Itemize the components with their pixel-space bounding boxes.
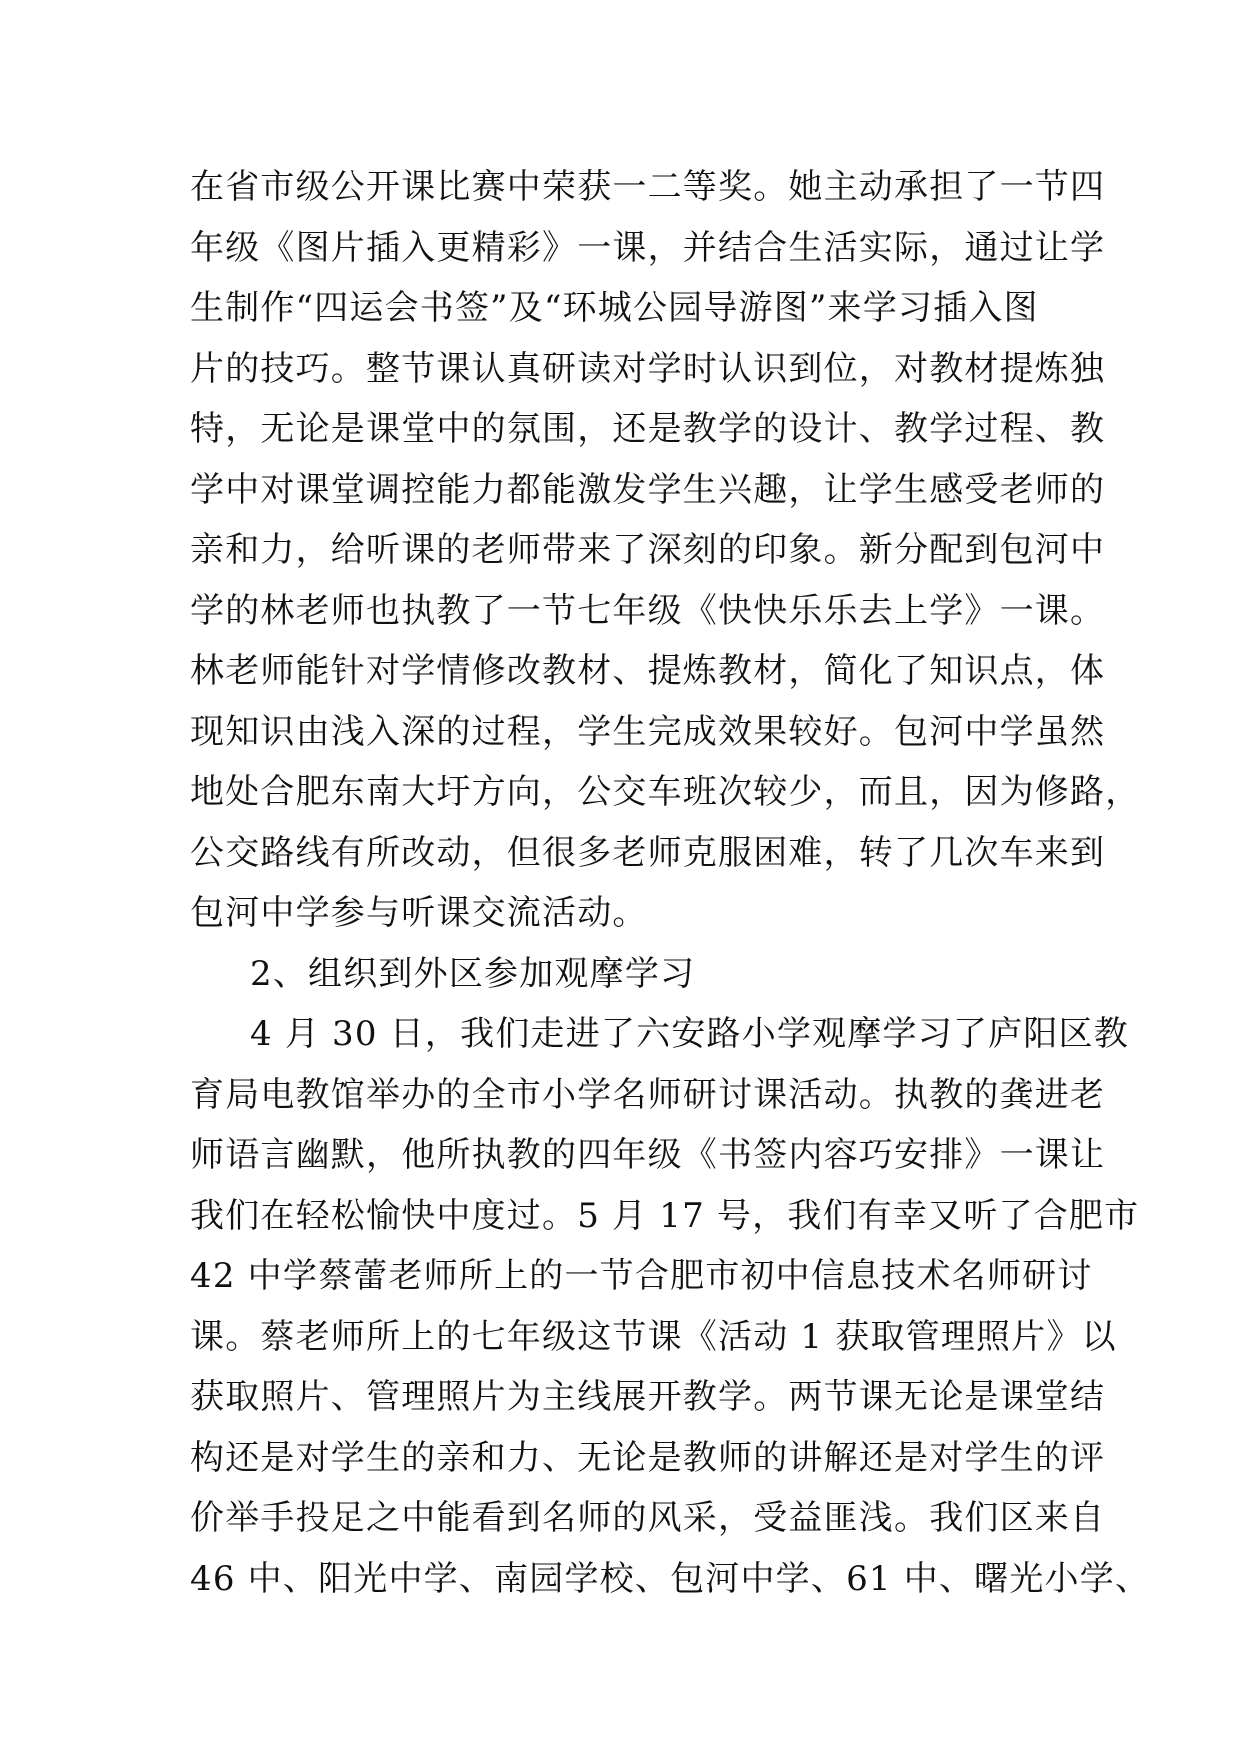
text-line: 在省市级公开课比赛中荣获一二等奖。她主动承担了一节四: [190, 167, 1106, 207]
text-line: 价举手投足之中能看到名师的风采，受益匪浅。我们区来自: [190, 1498, 1106, 1538]
text-line: 构还是对学生的亲和力、无论是教师的讲解还是对学生的评: [190, 1437, 1106, 1478]
text-line: 亲和力，给听课的老师带来了深刻的印象。新分配到包河中: [190, 530, 1106, 570]
text-line: 46 中、阳光中学、南园学校、包河中学、61 中、曙光小学、: [190, 1558, 1151, 1599]
text-line: 包河中学参与听课交流活动。: [190, 893, 648, 933]
text-line: 学的林老师也执教了一节七年级《快快乐乐去上学》一课。: [190, 590, 1106, 631]
text-line: 现知识由浅入深的过程，学生完成效果较好。包河中学虽然: [190, 711, 1106, 752]
text-line: 年级《图片插入更精彩》一课，并结合生活实际，通过让学: [190, 227, 1106, 268]
text-line: 课。蔡老师所上的七年级这节课《活动 1 获取管理照片》以: [190, 1316, 1117, 1357]
text-line: 生制作“四运会书签”及“环城公园导游图”来学习插入图: [190, 288, 1039, 328]
text-line: 我们在轻松愉快中度过。5 月 17 号，我们有幸又听了合肥市: [190, 1195, 1140, 1236]
document-body: [190, 157, 1151, 1609]
text-line: 学中对课堂调控能力都能激发学生兴趣，让学生感受老师的: [190, 469, 1106, 510]
paragraph-first-line: 4 月 30 日，我们走进了六安路小学观摩学习了庐阳区教: [250, 1014, 1129, 1054]
text-line: 师语言幽默，他所执教的四年级《书签内容巧安排》一课让: [190, 1135, 1106, 1175]
text-line: 片的技巧。整节课认真研读对学时认识到位，对教材提炼独: [190, 348, 1106, 389]
text-line: 公交路线有所改动，但很多老师克服困难，转了几次车来到: [190, 832, 1106, 873]
section-heading: 2、组织到外区参加观摩学习: [250, 953, 696, 994]
text-line: 获取照片、管理照片为主线展开教学。两节课无论是课堂结: [190, 1377, 1106, 1417]
text-line: 育局电教馆举办的全市小学名师研讨课活动。执教的龚进老: [190, 1074, 1106, 1115]
text-line: 地处合肥东南大圩方向，公交车班次较少，而且，因为修路，: [190, 772, 1141, 812]
text-line: 42 中学蔡蕾老师所上的一节合肥市初中信息技术名师研讨: [190, 1256, 1093, 1296]
text-line: 特，无论是课堂中的氛围，还是教学的设计、教学过程、教: [190, 409, 1106, 449]
text-line: 林老师能针对学情修改教材、提炼教材，简化了知识点，体: [190, 651, 1106, 691]
